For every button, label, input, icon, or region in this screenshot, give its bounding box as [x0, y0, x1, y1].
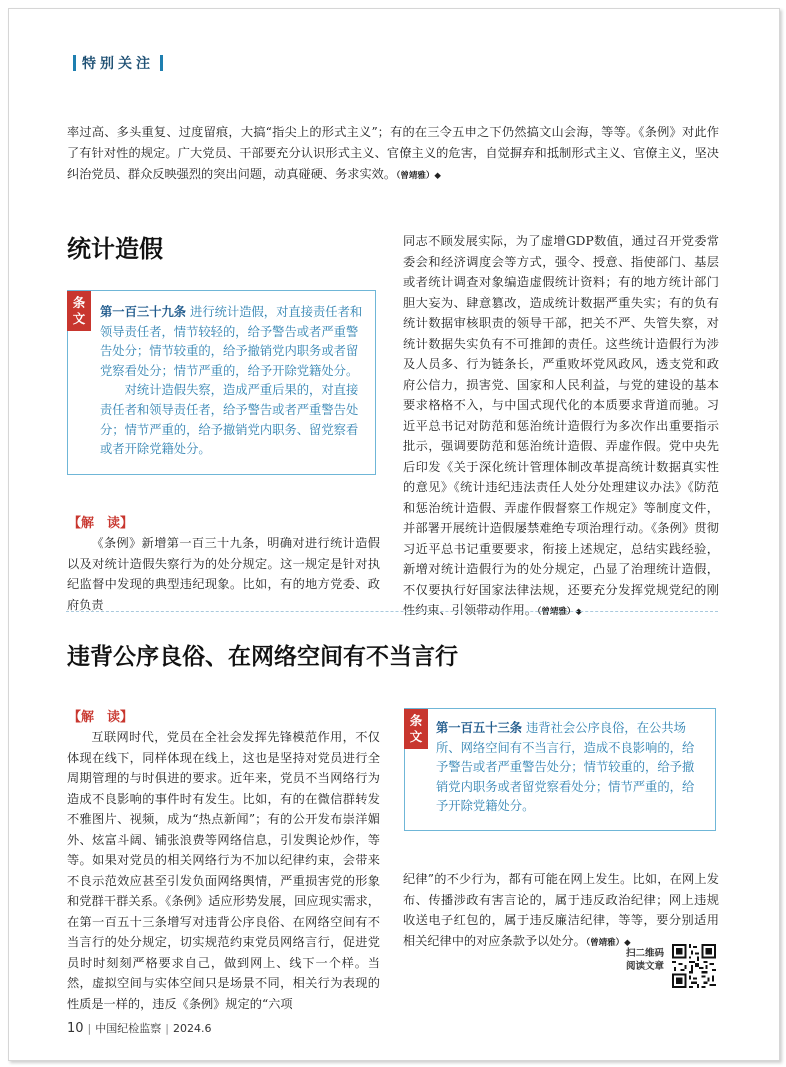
magazine-name: 中国纪检监察 [95, 1022, 162, 1035]
section1-clause-p1-text: 进行统计造假，对直接责任者和领导责任者，情节较轻的，给予警告或者严重警告处分；情节较重的，给予撤销党内职务或者留党察看处分；情节严重的，给予开除党籍处分。 [100, 305, 363, 378]
top-paragraph-text: 率过高、多头重复、过度留痕，大搞“指尖上的形式主义”；有的在三令五申之下仍然搞文山会海，等等。《条例》对此作了有针对性的规定。广大党员、干部要充分认识形式主义、官僚主义的危害，自觉摒弃和抵制形式主义、官僚主义，坚决纠治党员、群众反映强烈的突出问题，动真碰硬、务求实效。 [67, 125, 719, 181]
top-signature: （曾靖雅）◆ [396, 171, 441, 181]
badge2-char-1: 条 [409, 713, 423, 728]
section1-clause-p2: 对统计造假失察，造成严重后果的，对直接责任者和领导责任者，给予警告或者严重警告处分；情节严重的，给予撤销党内职务、留党察看或者开除党籍处分。 [100, 383, 359, 457]
tag-bar-left [73, 55, 76, 71]
badge-char-1: 条 [72, 295, 86, 310]
section1-title: 统计造假 [67, 235, 163, 263]
page-footer [67, 1020, 211, 1036]
section2-signature: （曾靖雅）◆ [585, 937, 631, 948]
section1-interp-label: 【解 读】 [68, 516, 134, 531]
section2-clause-number: 第一百五十三条 [436, 721, 523, 735]
qr-label: 扫二维码阅读文章 [626, 948, 665, 972]
badge-char-2: 文 [72, 311, 86, 326]
section2-right-column [403, 869, 719, 953]
footer-sep-2: | [165, 1021, 169, 1035]
section1-right-column [403, 231, 719, 623]
footer-sep-1: | [87, 1021, 92, 1035]
section2-clause-text [436, 719, 706, 817]
section-tag-label: 特别关注 [82, 56, 154, 72]
section1-clause-badge [67, 291, 91, 331]
section1-signature: （曾靖雅）◆ [537, 607, 582, 617]
section2-left-column [67, 727, 380, 1014]
top-paragraph [67, 122, 719, 187]
section1-clause-text [100, 303, 366, 460]
section2-title: 违背公序良俗、在网络空间有不当言行 [67, 644, 458, 670]
section-divider [66, 611, 718, 612]
section2-clause-p1 [436, 719, 706, 817]
section2-left-text: 互联网时代，党员在全社会发挥先锋模范作用，不仅体现在线下，同样体现在线上，这也是坚持对党员进行全周期管理的与时俱进的要求。近年来，党员不当网络行为造成不良影响的事件时有发生。比如，有的在微信群转发不雅图片、视频，成为“热点新闻”；有的公开发布崇洋媚外、炫富斗阔、铺张浪费等网络信息，引发舆论炒作，等等。如果对党员的相关网络行为不加以纪律约束，会带来不良示范效应甚至引发负面网络舆情，严重损害党的形象和党群干群关系。《条例》适应形势发展，回应现实需求，在第一百五十三条增写对违背公序良俗、在网络空间有不当言行的处分规定，切实规范约束党员网络言行，促进党员时时刻刻严格要求自己，做到网上、线下一个样。当然，虚拟空间与实体空间只是场景不同，相关行为表现的性质是一样的，违反《条例》规定的“六项 [67, 730, 380, 1011]
page-number: 10 [67, 1020, 84, 1036]
section1-left-text: 《条例》新增第一百三十九条，明确对进行统计造假以及对统计造假失察行为的处分规定。这一规定是针对执纪监督中发现的典型违纪现象。比如，有的地方党委、政府负责 [67, 536, 380, 612]
issue-number: 2024.6 [172, 1021, 212, 1035]
badge2-char-2: 文 [409, 729, 423, 744]
section1-clause-number: 第一百三十九条 [100, 305, 187, 319]
tag-bar-right [160, 55, 163, 71]
section2-clause-p1-text: 违背社会公序良俗，在公共场所、网络空间有不当言行，造成不良影响的，给予警告或者严重警告处分；情节较重的，给予撤销党内职务或者留党察看处分；情节严重的，给予开除党籍处分。 [436, 721, 695, 814]
section1-right-text: 同志不顾发展实际，为了虚增GDP数值，通过召开党委常委会和经济调度会等方式，强令、授意、指使部门、基层或者统计调查对象编造虚假统计资料；有的地方统计部门胆大妄为、肆意篡改，造成统计数据严重失实；有的负有统计数据审核职责的领导干部，把关不严、失管失察，对统计数据失实负有不可推卸的责任。这些统计造假行为涉及人员多、行为链条长，严重败坏党风政风，透支党和政府公信力，损害党、国家和人民利益，与党的建设的基本要求格格不入，与中国式现代化的本质要求背道而驰。习近平总书记对防范和惩治统计造假行为多次作出重要指示批示，强调要防范和惩治统计造假、弄虚作假。党中央先后印发《关于深化统计管理体制改革提高统计数据真实性的意见》《统计违纪违法责任人处分处理建议办法》《防范和惩治统计造假、弄虚作假督察工作规定》等制度文件，并部署开展统计造假屡禁难绝专项治理行动。《条例》贯彻习近平总书记重要要求，衔接上述规定，总结实践经验，新增对统计造假行为的处分规定，凸显了治理统计造假，不仅要执行好国家法律法规，还要充分发挥党规党纪的刚性约束、引领带动作用。 [403, 234, 719, 617]
qr-code-icon[interactable] [672, 944, 716, 988]
section2-right-text: 纪律”的不少行为，都有可能在网上发生。比如，在网上发布、传播涉政有害言论的，属于违反政治纪律；网上违规收送电子红包的，属于违反廉洁纪律，等等，要分别适用相关纪律中的对应条款予以处分。 [403, 872, 719, 948]
section1-clause-p1 [100, 303, 366, 381]
section1-left-column [67, 533, 380, 615]
section2-interp-label: 【解 读】 [68, 710, 134, 725]
section2-clause-badge [404, 709, 428, 749]
section-tag [67, 52, 169, 74]
